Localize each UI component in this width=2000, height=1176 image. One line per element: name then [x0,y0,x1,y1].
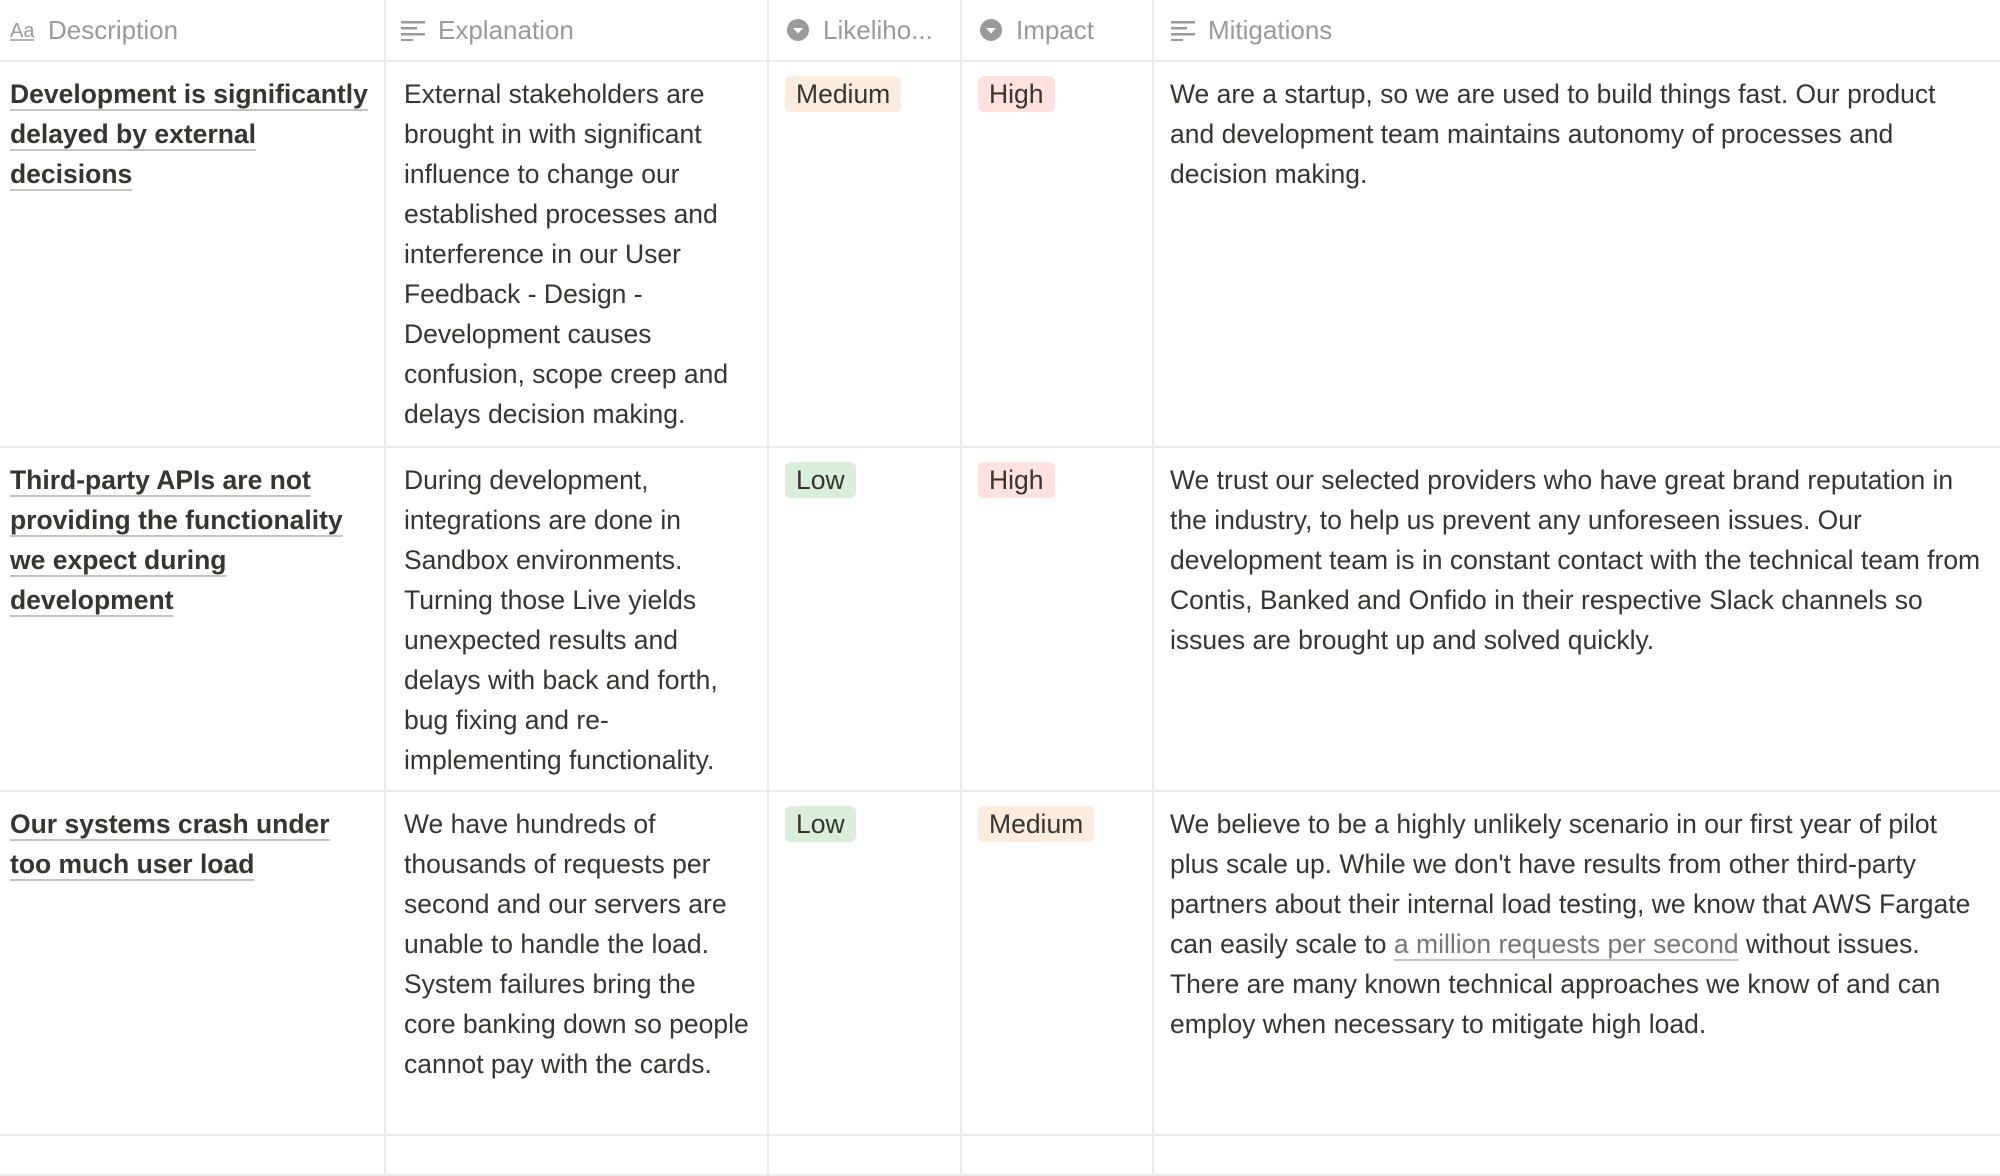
row-title-link[interactable]: Development is significantly delayed by external decisions [10,79,368,189]
column-header-likelihood[interactable] [769,0,962,60]
column-header-impact[interactable] [962,0,1154,60]
description-cell[interactable] [0,448,386,790]
column-header-label: Explanation [438,14,574,45]
explanation-text: We have hundreds of thousands of requests per second and our servers are unable to handle the load. System failures bring the core banking down so people cannot pay with the cards. [404,809,749,1079]
table-row[interactable] [0,792,2000,1136]
explanation-cell[interactable] [386,792,769,1134]
select-chevron-icon [785,17,811,43]
column-header-label: Impact [1016,14,1095,45]
mitigations-cell[interactable] [1154,792,2000,1134]
likelihood-cell[interactable] [769,448,962,790]
likelihood-tag[interactable]: Medium [785,76,901,112]
title-aa-icon [10,17,36,43]
impact-cell[interactable] [962,448,1154,790]
impact-cell[interactable] [962,1136,1154,1174]
description-cell[interactable] [0,62,386,446]
mitigations-cell[interactable] [1154,448,2000,790]
column-header-mitigations[interactable] [1154,0,2000,60]
column-header-label: Mitigations [1208,14,1333,45]
mitigations-text-before: We believe to be a highly unlikely scenario in our first year of pilot plus scale up. While we don't have results from other third-party partners about their internal load testing, we know that AWS Fargate can easily scale to [1170,809,1971,959]
mitigations-text: We trust our selected providers who have great brand reputation in the industry, to help us prevent any unforeseen issues. Our development team is in constant contact with the technical team from Contis, Banked and Onfido in their respective Slack channels so issues are brought up and solved quickly. [1170,465,1981,655]
impact-tag[interactable]: High [978,462,1055,498]
impact-cell[interactable] [962,792,1154,1134]
column-header-explanation[interactable] [386,0,769,60]
table-header [0,0,2000,62]
select-chevron-icon [978,17,1004,43]
row-title-link[interactable]: Third-party APIs are not providing the functionality we expect during development [10,465,343,615]
impact-cell[interactable] [962,62,1154,446]
table-row[interactable] [0,448,2000,792]
mitigations-text-after: without issues. There are many known technical approaches we know of and can employ when necessary to mitigate high load. [1170,929,1941,1039]
explanation-cell[interactable] [386,448,769,790]
description-cell[interactable] [0,1136,386,1174]
column-header-description[interactable] [0,0,386,60]
impact-tag[interactable]: Medium [978,806,1094,842]
explanation-text: During development, integrations are done in Sandbox environments. Turning those Live yields unexpected results and delays with back and forth, bug fixing and re-implementing functionality. [404,465,718,775]
description-cell[interactable] [0,792,386,1134]
million-requests-link[interactable]: a million requests per second [1393,929,1739,959]
column-header-label: Likeliho... [823,14,933,45]
row-title-link[interactable]: Our systems crash under too much user load [10,809,330,879]
mitigations-cell[interactable] [1154,1136,2000,1174]
mitigations-text: We are a startup, so we are used to build things fast. Our product and development team maintains autonomy of processes and decision making. [1170,79,1936,189]
svg-text:Aa: Aa [10,20,35,41]
table-row[interactable] [0,62,2000,448]
likelihood-cell[interactable] [769,62,962,446]
likelihood-cell[interactable] [769,792,962,1134]
likelihood-tag[interactable]: Low [785,806,856,842]
likelihood-tag[interactable]: Low [785,462,856,498]
explanation-text: External stakeholders are brought in with significant influence to change our established processes and interference in our User Feedback - Design - Development causes confusion, scope creep and delays decision making. [404,79,729,429]
explanation-cell[interactable] [386,1136,769,1174]
likelihood-cell[interactable] [769,1136,962,1174]
text-lines-icon [1170,17,1196,43]
impact-tag[interactable]: High [978,76,1055,112]
column-header-label: Description [48,14,179,45]
explanation-cell[interactable] [386,62,769,446]
text-lines-icon [400,17,426,43]
mitigations-cell[interactable] [1154,62,2000,446]
table-row[interactable] [0,1136,2000,1176]
